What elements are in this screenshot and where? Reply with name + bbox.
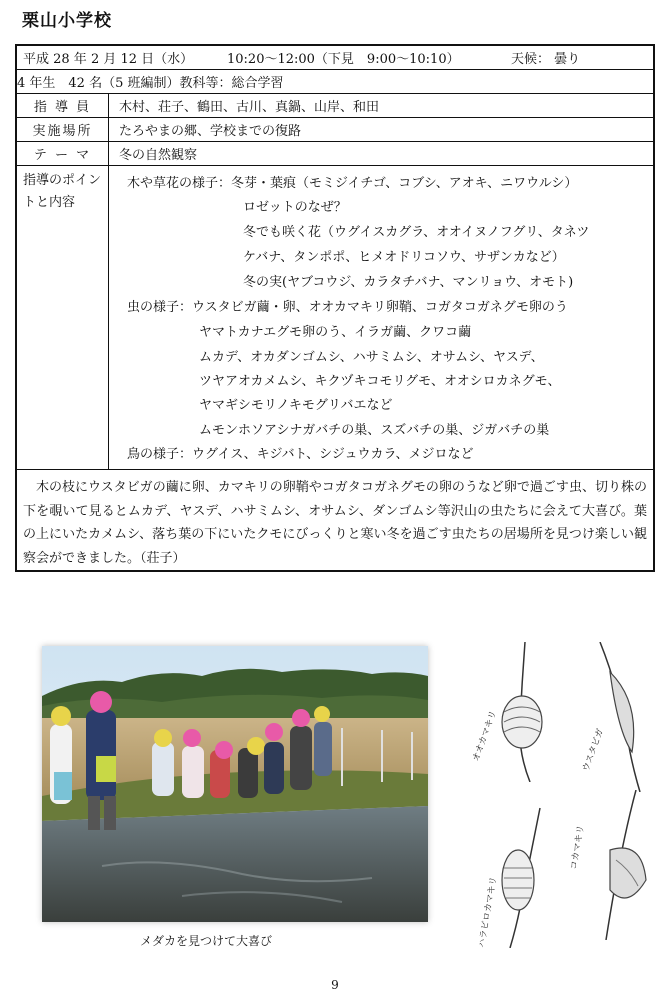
- class-setup: （5 班編制）: [102, 76, 180, 91]
- points-line: 冬の実(ヤブコウジ、カラタチバナ、マンリョウ、オモト): [243, 275, 574, 290]
- school-name: 栗山小学校: [22, 11, 112, 31]
- sketch-label: ハラビロカマキリ: [477, 875, 500, 948]
- photo-caption: メダカを見つけて大喜び: [140, 934, 273, 948]
- sketch-harabiro-kamakiri: [470, 798, 560, 952]
- points-line: ツヤアオカメムシ、キクヅキコモリグモ、オオシロカネグモ、: [199, 374, 561, 389]
- place-label: 実施場所: [17, 118, 109, 141]
- summary-text: 木の枝にウスタビガの繭に卵、カマキリの卵鞘やコガタコガネグモの卵のうなど卵で過ごす虫、切り株の下を覗いて見るとムカデ、ヤスデ、ハサミムシ、オサムシ、ダンゴムシ等沢山の虫たちに会えて大喜び。葉の上にいたカメムシ、落ち葉の下にいたクモにびっくりと寒い冬を過ごす虫たちの居場所を見つけ楽しい観察会ができました。（荘子）: [23, 480, 647, 566]
- egg-case-sketch-icon: [470, 798, 560, 948]
- points-label: 指導のポイントと内容: [17, 166, 109, 469]
- date-row: [17, 46, 653, 70]
- theme-row: [17, 142, 653, 166]
- activity-date: 平成 28 年 2 月 12 日（水）: [23, 52, 194, 67]
- grade-row: [17, 70, 653, 94]
- field-photo-illustration: [42, 646, 428, 922]
- place-value: たろやまの郷、学校までの復路: [119, 124, 302, 139]
- points-line: 冬でも咲く花（ウグイスカグラ、オオイヌノフグリ、タネツ: [243, 225, 590, 240]
- sketch-label: コカマキリ: [569, 824, 587, 871]
- theme-value: 冬の自然観察: [119, 148, 198, 163]
- grade-count: 4 年生 42 名: [17, 76, 103, 91]
- points-line: ヤマトカナエグモ卵のう、イラガ繭、クワコ繭: [199, 325, 472, 340]
- points-line: ロゼットのなぜ？: [243, 200, 347, 215]
- points-row: [17, 166, 653, 470]
- points-line: ヤマギシモリノキモグリバエなど: [199, 398, 393, 413]
- sketch-label: ウスタビガ: [581, 727, 607, 774]
- place-row: [17, 118, 653, 142]
- cocoon-sketch-icon: [570, 642, 660, 792]
- points-line: ムカデ、オカダンゴムシ、ハサミムシ、オサムシ、ヤスデ、: [199, 350, 544, 365]
- points-content: [109, 166, 653, 469]
- sketch-ko-kamakiri: [566, 790, 662, 944]
- theme-label: テ ー マ: [17, 142, 109, 165]
- leaders-row: [17, 94, 653, 118]
- egg-case-sketch-icon: [470, 642, 560, 782]
- points-line: 虫の様子：ウスタビガ繭・卵、オオカマキリ卵鞘、コガタコガネグモ卵のう: [127, 300, 568, 315]
- points-line: ケバナ、タンポポ、ヒメオドリコソウ、サザンカなど）: [243, 250, 565, 265]
- activity-info-table: [15, 44, 655, 572]
- points-line: 木や草花の様子：冬芽・葉痕（モミジイチゴ、コブシ、アオキ、ニワウルシ）: [127, 176, 578, 191]
- egg-case-sketch-icon: [566, 790, 662, 940]
- subject: 教科等：総合学習: [179, 76, 284, 91]
- leaders-value: 木村、荘子、鶴田、古川、真鍋、山岸、和田: [119, 100, 380, 115]
- sketch-label: オオカマキリ: [471, 709, 500, 764]
- weather: 天候： 曇り: [511, 52, 581, 67]
- points-line: 鳥の様子：ウグイス、キジバト、シジュウカラ、メジロなど: [127, 447, 474, 462]
- points-line: ムモンホソアシナガバチの巣、スズバチの巣、ジガバチの巣: [199, 423, 550, 438]
- leaders-label: 指 導 員: [17, 94, 109, 117]
- sketch-usutabiga: [570, 642, 660, 796]
- page-number: 9: [331, 978, 339, 992]
- field-photo: [42, 646, 428, 922]
- sketch-oo-kamakiri: [470, 642, 560, 786]
- activity-time: 10:20～12:00（下見 9:00～10:10）: [227, 52, 460, 67]
